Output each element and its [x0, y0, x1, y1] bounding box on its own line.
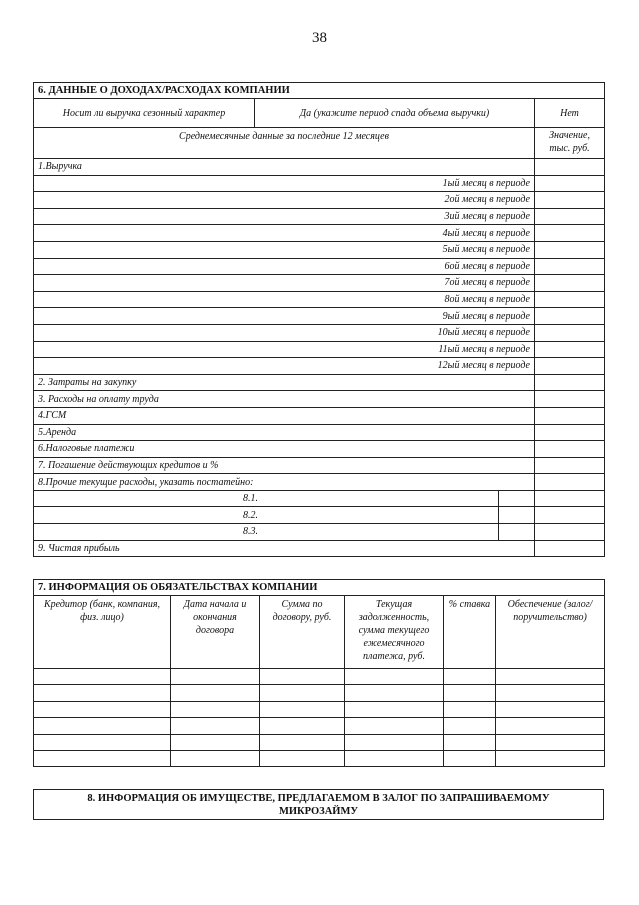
seasonal-yes-option[interactable]: Да (укажите период спада объема выручки) [255, 99, 535, 128]
spacer-cell [499, 507, 535, 524]
obligation-cell[interactable] [260, 669, 345, 685]
obligation-cell[interactable] [496, 750, 605, 766]
obligation-cell[interactable] [345, 669, 444, 685]
seasonal-question: Носит ли выручка сезонный характер [34, 99, 255, 128]
collateral-section [33, 789, 604, 820]
value-cell[interactable] [535, 291, 605, 308]
value-cell[interactable] [535, 374, 605, 391]
section7-title: 7. ИНФОРМАЦИЯ ОБ ОБЯЗАТЕЛЬСТВАХ КОМПАНИИ [34, 580, 605, 596]
obligations-column-header: Сумма по договору, руб. [260, 596, 345, 669]
obligation-cell[interactable] [34, 701, 171, 717]
obligation-cell[interactable] [34, 734, 171, 750]
obligation-cell[interactable] [444, 685, 496, 701]
value-cell[interactable] [535, 175, 605, 192]
month-label: 3ий месяц в периоде [34, 208, 535, 225]
obligation-cell[interactable] [444, 718, 496, 734]
income-expense-table [33, 82, 605, 557]
expense-label: 6.Налоговые платежи [34, 441, 535, 458]
seasonal-no-option[interactable]: Нет [535, 99, 605, 128]
expense-label: 2. Затраты на закупку [34, 374, 535, 391]
value-cell[interactable] [535, 258, 605, 275]
obligations-column-header: Дата начала и окончания договора [171, 596, 260, 669]
value-cell[interactable] [535, 308, 605, 325]
obligation-cell[interactable] [171, 685, 260, 701]
net-profit-label: 9. Чистая прибыль [34, 540, 535, 557]
value-cell[interactable] [535, 424, 605, 441]
obligation-cell[interactable] [496, 734, 605, 750]
section6-title: 6. ДАННЫЕ О ДОХОДАХ/РАСХОДАХ КОМПАНИИ [34, 83, 605, 99]
expense-label: 7. Погашение действующих кредитов и % [34, 457, 535, 474]
expense-label: 5.Аренда [34, 424, 535, 441]
value-cell[interactable] [535, 474, 605, 491]
obligation-cell[interactable] [260, 734, 345, 750]
value-cell[interactable] [535, 507, 605, 524]
expense-label: 8.Прочие текущие расходы, указать постатейно: [34, 474, 535, 491]
value-cell[interactable] [535, 192, 605, 209]
obligation-cell[interactable] [34, 718, 171, 734]
value-cell[interactable] [535, 407, 605, 424]
obligation-cell[interactable] [171, 701, 260, 717]
obligations-column-header: Обеспечение (залог/ поручительство) [496, 596, 605, 669]
value-header: Значение, тыс. руб. [535, 128, 605, 159]
obligation-cell[interactable] [171, 669, 260, 685]
section8-title: 8. ИНФОРМАЦИЯ ОБ ИМУЩЕСТВЕ, ПРЕДЛАГАЕМОМ В ЗАЛОГ ПО ЗАПРАШИВАЕМОМУ МИКРОЗАЙМУ [34, 790, 604, 820]
expense-label: 3. Расходы на оплату труда [34, 391, 535, 408]
value-cell[interactable] [535, 490, 605, 507]
obligations-column-header: Текущая задолженность, сумма текущего ежемесячного платежа, руб. [345, 596, 444, 669]
spacer-cell [499, 490, 535, 507]
value-cell[interactable] [535, 358, 605, 375]
month-label: 2ой месяц в периоде [34, 192, 535, 209]
month-label: 8ой месяц в периоде [34, 291, 535, 308]
value-cell[interactable] [535, 241, 605, 258]
obligations-table [33, 579, 605, 767]
spacer-cell [499, 524, 535, 541]
obligation-cell[interactable] [260, 701, 345, 717]
obligation-cell[interactable] [171, 750, 260, 766]
other-expense-item: 8.3. [34, 524, 499, 541]
month-label: 7ой месяц в периоде [34, 275, 535, 292]
month-label: 9ый месяц в периоде [34, 308, 535, 325]
value-cell[interactable] [535, 324, 605, 341]
obligation-cell[interactable] [171, 718, 260, 734]
month-label: 6ой месяц в периоде [34, 258, 535, 275]
obligation-cell[interactable] [496, 718, 605, 734]
obligations-column-header: % ставка [444, 596, 496, 669]
value-cell[interactable] [535, 441, 605, 458]
expense-label: 4.ГСМ [34, 407, 535, 424]
value-cell[interactable] [535, 457, 605, 474]
obligation-cell[interactable] [260, 750, 345, 766]
month-label: 12ый месяц в периоде [34, 358, 535, 375]
obligation-cell[interactable] [345, 701, 444, 717]
value-cell[interactable] [535, 275, 605, 292]
month-label: 10ый месяц в периоде [34, 324, 535, 341]
obligation-cell[interactable] [345, 685, 444, 701]
other-expense-item: 8.1. [34, 490, 499, 507]
obligation-cell[interactable] [260, 718, 345, 734]
obligation-cell[interactable] [34, 669, 171, 685]
obligation-cell[interactable] [345, 718, 444, 734]
value-cell[interactable] [535, 540, 605, 557]
avg-data-header: Среднемесячные данные за последние 12 месяцев [34, 128, 535, 159]
obligation-cell[interactable] [34, 685, 171, 701]
obligation-cell[interactable] [496, 669, 605, 685]
obligation-cell[interactable] [444, 734, 496, 750]
obligations-column-header: Кредитор (банк, компания, физ. лицо) [34, 596, 171, 669]
month-label: 4ый месяц в периоде [34, 225, 535, 242]
value-cell[interactable] [535, 391, 605, 408]
obligation-cell[interactable] [444, 750, 496, 766]
obligation-cell[interactable] [171, 734, 260, 750]
value-cell[interactable] [535, 225, 605, 242]
obligation-cell[interactable] [496, 685, 605, 701]
obligation-cell[interactable] [444, 669, 496, 685]
obligation-cell[interactable] [260, 685, 345, 701]
obligation-cell[interactable] [496, 701, 605, 717]
value-cell[interactable] [535, 524, 605, 541]
page-number: 38 [312, 30, 327, 46]
month-label: 1ый месяц в периоде [34, 175, 535, 192]
value-cell[interactable] [535, 341, 605, 358]
other-expense-item: 8.2. [34, 507, 499, 524]
obligation-cell[interactable] [34, 750, 171, 766]
month-label: 5ый месяц в периоде [34, 241, 535, 258]
revenue-label: 1.Выручка [34, 159, 535, 176]
obligation-cell[interactable] [345, 750, 444, 766]
obligation-cell[interactable] [444, 701, 496, 717]
value-cell[interactable] [535, 208, 605, 225]
obligation-cell[interactable] [345, 734, 444, 750]
value-cell[interactable] [535, 159, 605, 176]
month-label: 11ый месяц в периоде [34, 341, 535, 358]
